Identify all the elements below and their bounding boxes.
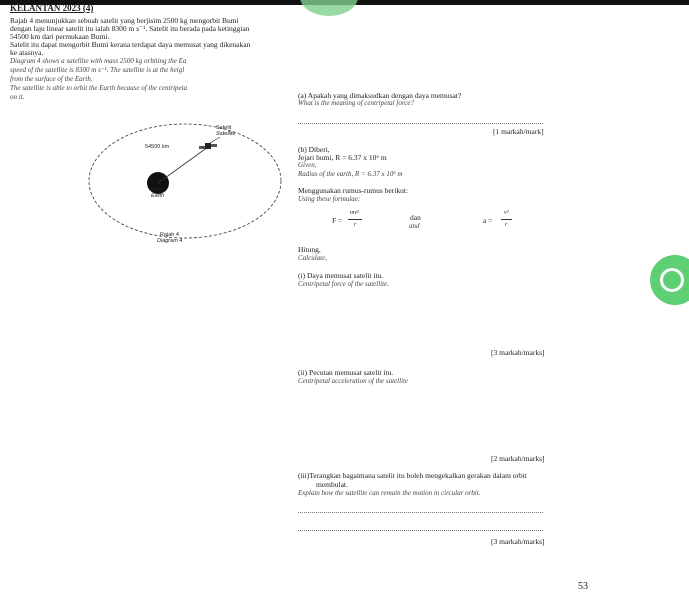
label-satellite-ms: Satelit	[216, 125, 232, 131]
orbit-path	[89, 124, 281, 238]
formula1-denominator: r	[354, 222, 357, 228]
qb-calc-en: Calculate,	[298, 254, 327, 262]
satellite-icon	[199, 143, 217, 149]
green-overlay-shape	[300, 0, 358, 16]
qb3-ms-2: membulat.	[316, 480, 348, 489]
qb-use-ms: Menggunakan rumus-rumus berikut:	[298, 186, 408, 195]
formula2-lhs: a =	[483, 216, 493, 225]
intro-en-3: from the surface of the Earth.	[10, 75, 93, 83]
qb3-en: Explain how the satellite can remain the motion in circular orbit.	[298, 489, 481, 497]
qa-ms: (a) Apakah yang dimaksudkan dengan daya memusat?	[298, 91, 462, 100]
caption-ms: Rajah 4	[160, 232, 179, 238]
formula1-numerator: mv²	[350, 210, 359, 216]
label-distance: 54500 km	[145, 144, 170, 150]
qb-radius-en: Radius of the earth, R = 6.37 x 10⁶ m	[298, 170, 403, 178]
intro-ms-4: Satelit itu dapat mengorbit Bumi kerana terdapat daya memusat yang dikenakan	[10, 40, 251, 49]
intro-en-2: speed of the satellite is 8300 m s⁻¹. The satellite is at the heigl	[10, 66, 185, 74]
satellite-pointer	[210, 137, 220, 143]
intro-en-5: on it.	[10, 93, 25, 101]
formula1-lhs: F =	[332, 216, 343, 225]
intro-en-1: Diagram 4 shows a satellite with mass 2500 kg orbiting the Ea	[10, 57, 187, 65]
caption-en: Diagram 4	[157, 238, 183, 244]
and-en: and	[409, 222, 420, 230]
qb3-marks: [3 markah/marks]	[491, 537, 545, 546]
qb-radius-ms: Jejari bumi, R = 6.37 x 10⁶ m	[298, 153, 387, 162]
label-earth-en: Earth	[151, 193, 165, 199]
page-number: 53	[578, 581, 588, 592]
intro-ms-1: Rajah 4 menunjukkan sebuah satelit yang berjisim 2500 kg mengorbit Bumi	[10, 16, 239, 25]
qb1-marks: [3 markah/marks]	[491, 348, 545, 357]
radius-line	[158, 147, 208, 183]
qb3-ms-1: (iii)Terangkan bagaimana satelit itu boleh mengekalkan gerakan dalam orbit	[298, 471, 527, 480]
formula2-denominator: r	[505, 222, 508, 228]
qa-answer-line[interactable]	[298, 123, 543, 124]
qa-en: What is the meaning of centripetal force?	[298, 99, 414, 107]
and-ms: dan	[410, 213, 421, 222]
qb-use-en: Using these formulae:	[298, 195, 361, 203]
orbit-diagram	[80, 115, 290, 245]
intro-ms-5: ke atasnya.	[10, 48, 44, 57]
formula2-numerator: v²	[504, 210, 509, 216]
label-earth-ms: Bumi	[151, 187, 164, 193]
formula1-bar	[348, 219, 362, 220]
qb-label: (b) Diberi,	[298, 145, 330, 154]
intro-ms-2: dengan laju linear satelit itu ialah 8300 m s⁻¹. Satelit itu berada pada ketinggian	[10, 24, 250, 33]
qb-given-en: Given,	[298, 161, 317, 169]
label-satellite-en: Satellite	[216, 131, 236, 137]
qb1-ms: (i) Daya memusat satelit itu.	[298, 271, 384, 280]
qb2-en: Centripetal acceleration of the satellite	[298, 377, 409, 385]
qb2-marks: [2 markah/marks]	[491, 454, 545, 463]
qb1-en: Centripetal force of the satellite.	[298, 280, 389, 288]
qb3-answer-line-2[interactable]	[298, 530, 543, 531]
qa-marks: [1 markah/mark]	[493, 127, 544, 136]
intro-ms-3: 54500 km dari permukaan Bumi.	[10, 32, 110, 41]
qb2-ms: (ii) Pecutan memusat satelit itu.	[298, 368, 394, 377]
intro-en-4: The satellite is able to orbit the Earth because of the centripeta	[10, 84, 188, 92]
whatsapp-icon[interactable]	[650, 255, 689, 305]
qb3-answer-line-1[interactable]	[298, 512, 543, 513]
qb-calc-ms: Hitung,	[298, 245, 321, 254]
formula2-bar	[501, 219, 512, 220]
paper-header: KELANTAN 2023 (4)	[10, 3, 94, 13]
